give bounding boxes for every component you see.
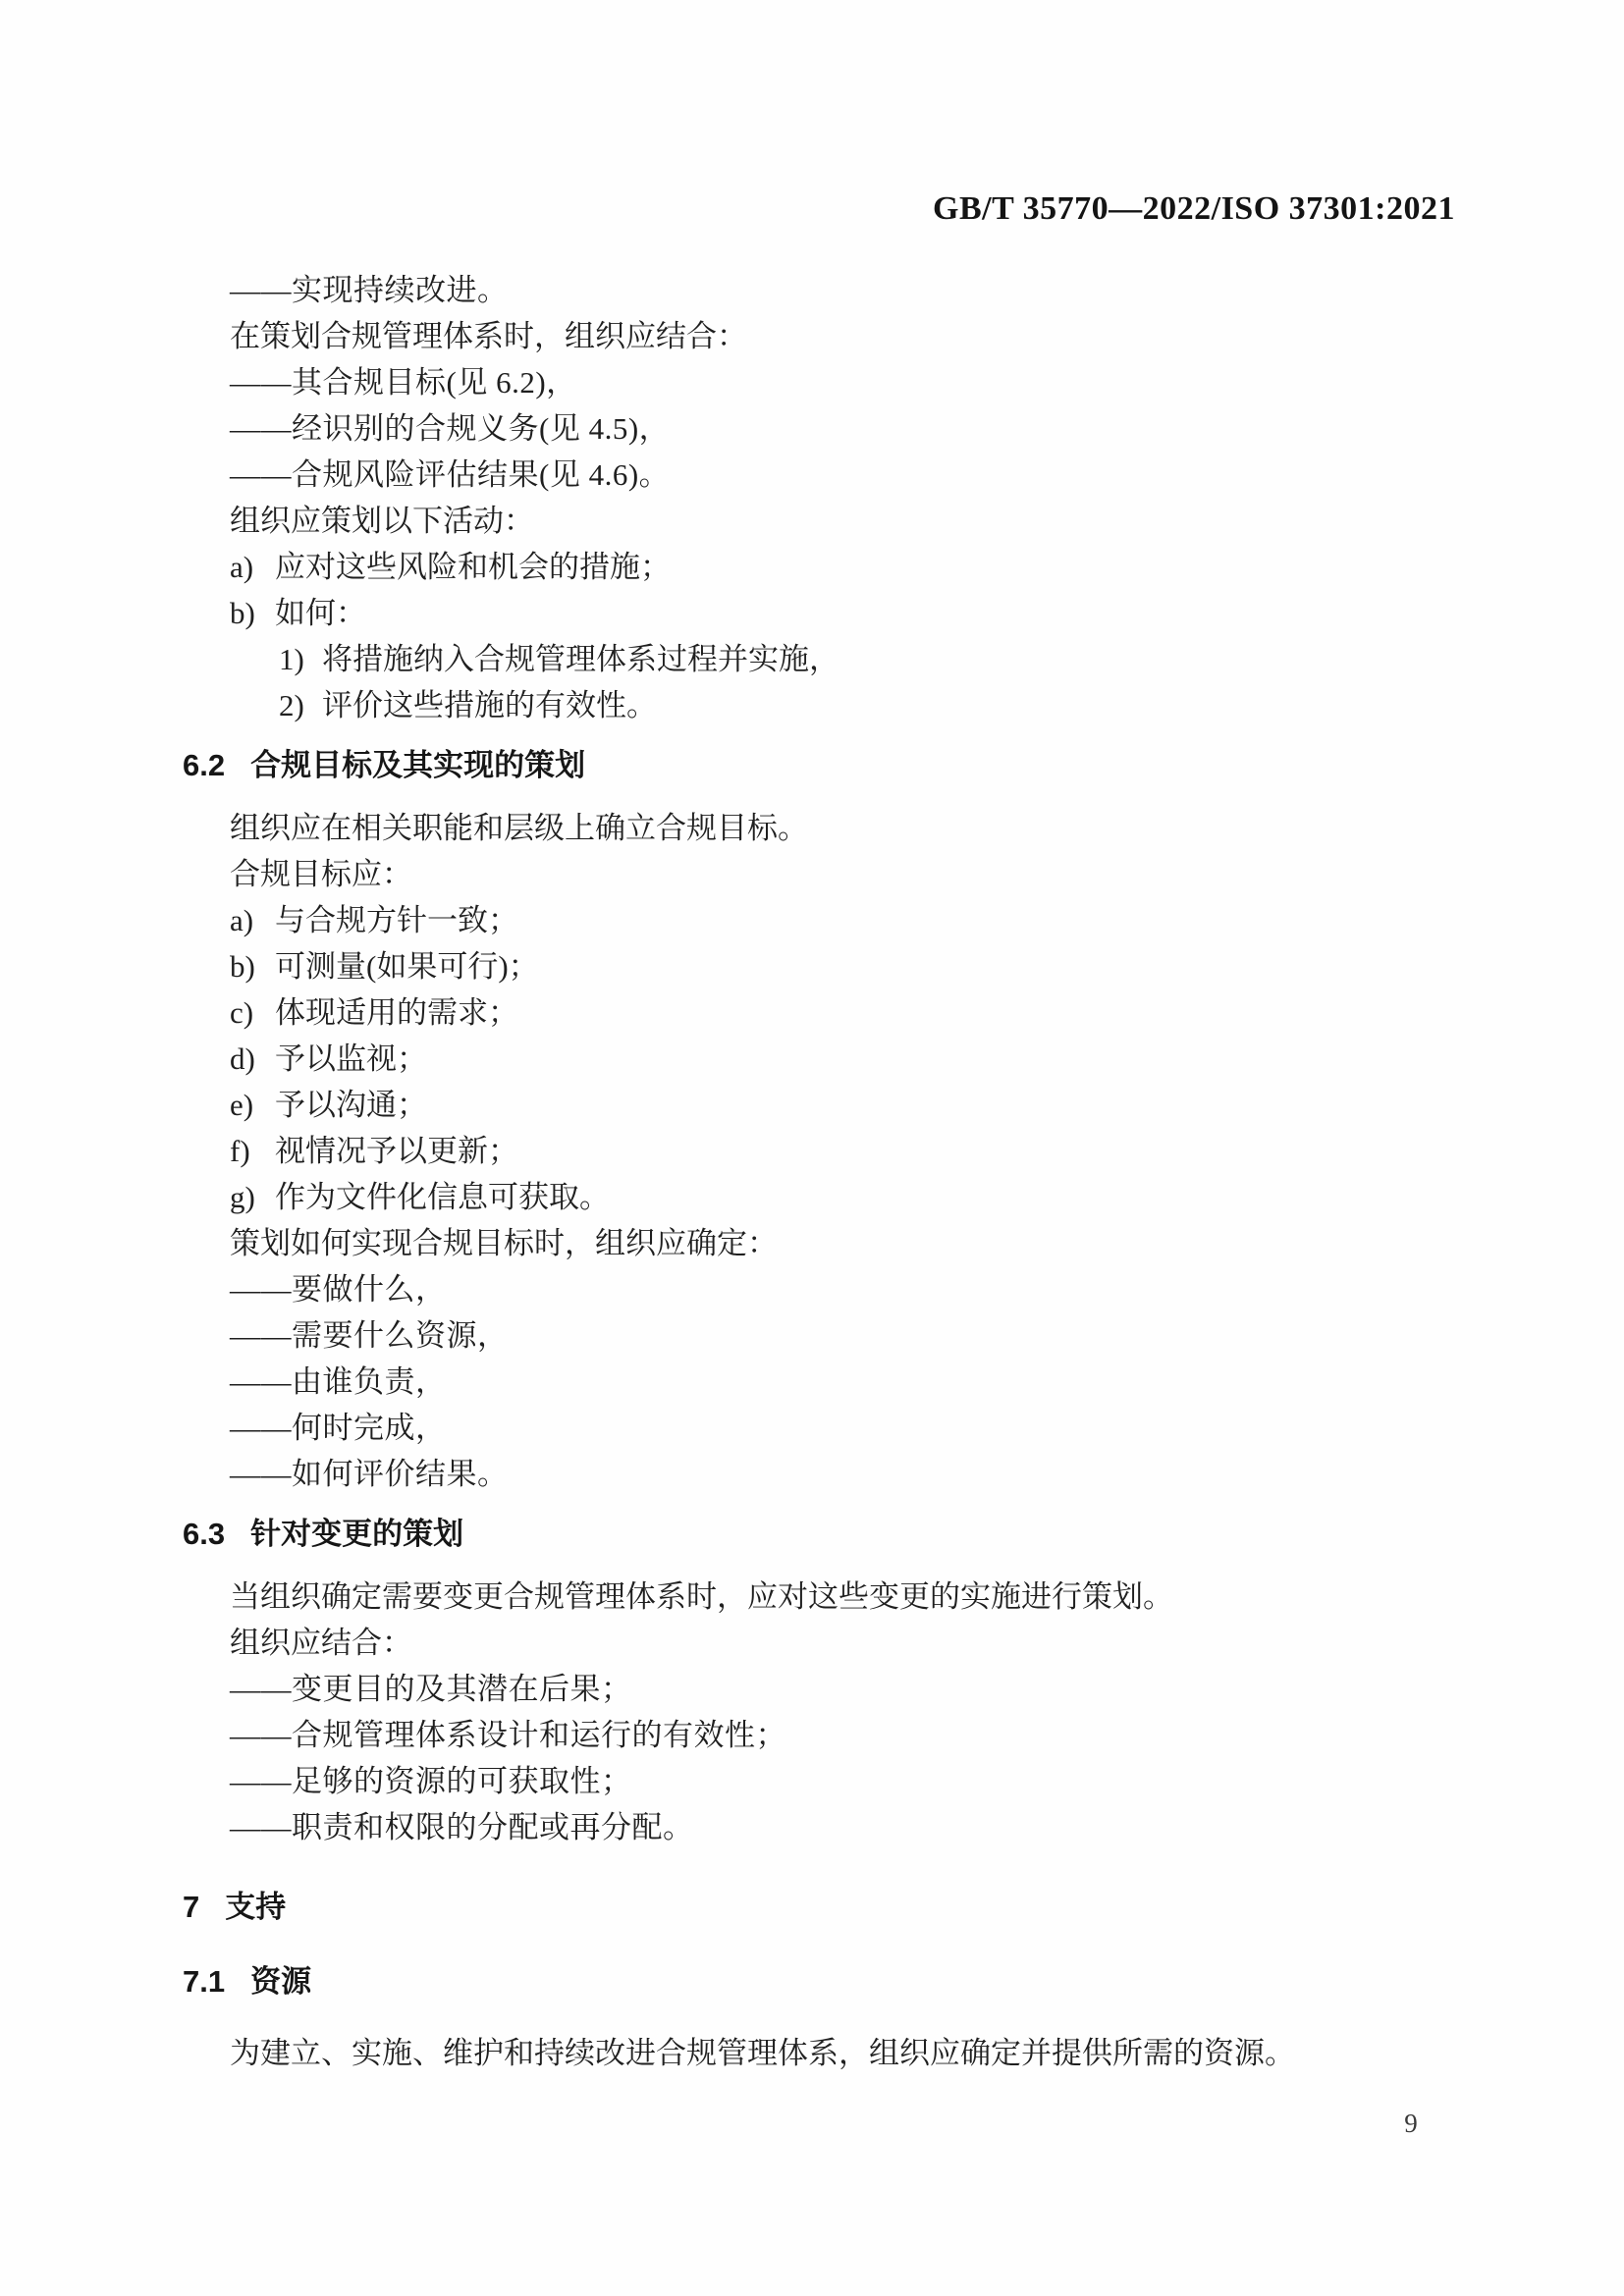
list-item	[183, 1174, 1477, 1220]
list-marker: a)	[230, 903, 254, 937]
list-item	[183, 897, 1477, 943]
list-marker: d)	[230, 1041, 255, 1076]
section-heading	[183, 1958, 1477, 2004]
heading-number: 7.1	[183, 1964, 226, 1999]
list-marker: e)	[230, 1088, 254, 1122]
list-item	[183, 989, 1477, 1036]
dash-item: ——职责和权限的分配或再分配。	[230, 1810, 694, 1844]
dash-item: ——要做什么，	[230, 1272, 447, 1307]
section-heading	[183, 1511, 1477, 1557]
paragraph: 为建立、实施、维护和持续改进合规管理体系，组织应确定并提供所需的资源。	[230, 2036, 1295, 2070]
dash-item: ——经识别的合规义务(见 4.5)，	[230, 411, 671, 446]
chapter-heading	[183, 1884, 1477, 1930]
list-item	[183, 1082, 1477, 1128]
dash-item: ——需要什么资源，	[230, 1318, 509, 1353]
paragraph: 策划如何实现合规目标时，组织应确定：	[230, 1226, 778, 1260]
list-marker: b)	[230, 596, 255, 630]
list-text: 评价这些措施的有效性。	[322, 688, 657, 722]
list-item	[183, 1036, 1477, 1082]
list-marker: 2)	[279, 688, 304, 722]
dash-item: ——由谁负责，	[230, 1364, 447, 1399]
paragraph: 在策划合规管理体系时，组织应结合：	[230, 319, 747, 353]
list-text: 可测量(如果可行)；	[275, 949, 539, 984]
heading-title: 支持	[225, 1890, 287, 1924]
list-text: 与合规方针一致；	[275, 903, 518, 937]
dash-item: ——合规管理体系设计和运行的有效性；	[230, 1718, 786, 1752]
dash-item: ——何时完成，	[230, 1411, 447, 1445]
sub-list-item	[183, 682, 1477, 728]
heading-number: 7	[183, 1890, 200, 1924]
list-marker: b)	[230, 949, 255, 984]
sub-list-item	[183, 636, 1477, 682]
paragraph: 组织应结合：	[230, 1626, 412, 1660]
list-text: 予以沟通；	[275, 1088, 427, 1122]
list-text: 应对这些风险和机会的措施；	[275, 550, 671, 584]
heading-title: 合规目标及其实现的策划	[250, 748, 586, 782]
paragraph: 组织应在相关职能和层级上确立合规目标。	[230, 811, 808, 845]
list-text: 体现适用的需求；	[275, 995, 518, 1030]
list-text: 将措施纳入合规管理体系过程并实施，	[322, 642, 839, 676]
list-marker: f)	[230, 1134, 250, 1168]
list-text: 如何：	[275, 596, 366, 630]
dash-item: ——其合规目标(见 6.2)，	[230, 365, 577, 400]
document-body	[183, 267, 1477, 2076]
list-marker: c)	[230, 995, 254, 1030]
list-text: 视情况予以更新；	[275, 1134, 518, 1168]
heading-number: 6.2	[183, 748, 226, 782]
paragraph: 组织应策划以下活动：	[230, 504, 534, 538]
list-marker: a)	[230, 550, 254, 584]
page-number: 9	[1404, 2109, 1418, 2138]
paragraph: 合规目标应：	[230, 857, 412, 891]
heading-title: 针对变更的策划	[250, 1517, 464, 1551]
heading-number: 6.3	[183, 1517, 226, 1551]
section-heading	[183, 742, 1477, 788]
dash-item: ——变更目的及其潜在后果；	[230, 1672, 632, 1706]
dash-item: ——如何评价结果。	[230, 1457, 509, 1491]
list-item	[183, 1128, 1477, 1174]
list-text: 作为文件化信息可获取。	[275, 1180, 610, 1214]
dash-item: ——合规风险评估结果(见 4.6)。	[230, 457, 671, 492]
list-item	[183, 590, 1477, 636]
list-marker: 1)	[279, 642, 304, 676]
list-text: 予以监视；	[275, 1041, 427, 1076]
list-item	[183, 943, 1477, 989]
dash-item: ——实现持续改进。	[230, 273, 509, 307]
paragraph: 当组织确定需要变更合规管理体系时，应对这些变更的实施进行策划。	[230, 1579, 1173, 1614]
heading-title: 资源	[250, 1964, 312, 1999]
standard-number: GB/T 35770—2022/ISO 37301:2021	[933, 190, 1455, 227]
dash-item: ——足够的资源的可获取性；	[230, 1764, 632, 1798]
list-marker: g)	[230, 1180, 255, 1214]
list-item	[183, 544, 1477, 590]
